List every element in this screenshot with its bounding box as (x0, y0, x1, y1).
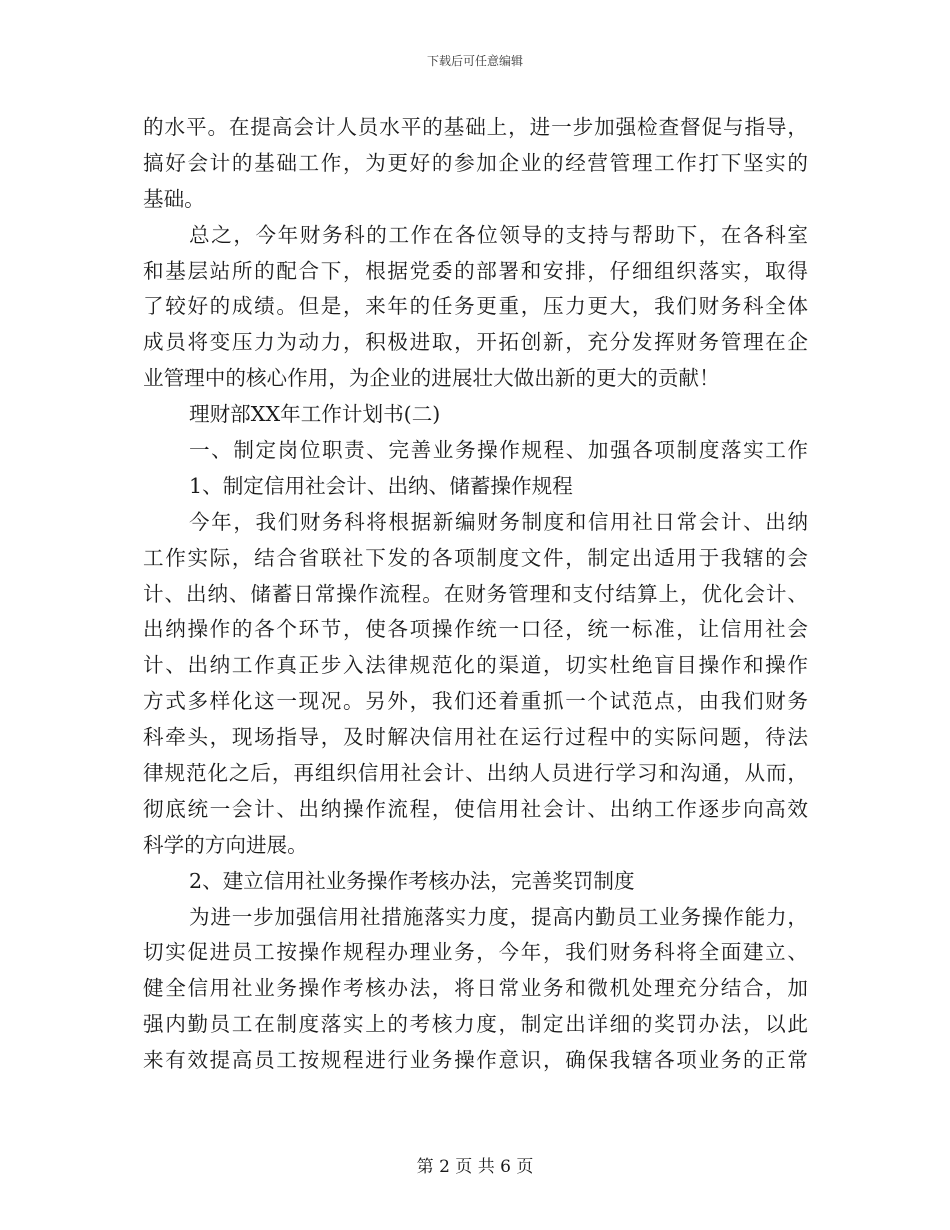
text-line: 搞好会计的基础工作，为更好的参加企业的经营管理工作打下坚实的 (143, 150, 808, 175)
text-line: 彻底统一会计、出纳操作流程，使信用社会计、出纳工作逐步向高效 (143, 796, 808, 821)
text-line: 方式多样化这一现况。另外，我们还着重抓一个试范点，由我们财务 (143, 689, 808, 714)
text-line: 的水平。在提高会计人员水平的基础上，进一步加强检查督促与指导， (143, 115, 808, 139)
text-line: 和基层站所的配合下，根据党委的部署和安排，仔细组织落实，取得 (143, 258, 808, 283)
text-line: 科学的方向进展。 (143, 832, 308, 857)
text-line: 了较好的成绩。但是，来年的任务更重，压力更大，我们财务科全体 (143, 294, 808, 319)
text-line: 律规范化之后，再组织信用社会计、出纳人员进行学习和沟通，从而， (143, 761, 808, 786)
text-line: 理财部XX年工作计划书(二) (189, 402, 441, 427)
text-line: 为进一步加强信用社措施落实力度，提高内勤员工业务操作能力， (189, 904, 808, 929)
text-line: 切实促进员工按操作规程办理业务，今年，我们财务科将全面建立、 (143, 940, 808, 965)
page-footer: 第 2 页 共 6 页 (416, 1157, 534, 1177)
text-line: 计、出纳、储蓄日常操作流程。在财务管理和支付结算上，优化会计、 (143, 581, 808, 606)
text-line: 强内勤员工在制度落实上的考核力度，制定出详细的奖罚办法，以此 (143, 1012, 808, 1037)
document-body (143, 110, 808, 1079)
text-line: 工作实际，结合省联社下发的各项制度文件，制定出适用于我辖的会 (143, 545, 808, 570)
text-line: 一、制定岗位职责、完善业务操作规程、加强各项制度落实工作 (189, 438, 808, 463)
text-line: 健全信用社业务操作考核办法，将日常业务和微机处理充分结合，加 (143, 976, 808, 1001)
text-line: 科牵头，现场指导，及时解决信用社在运行过程中的实际问题，待法 (143, 725, 808, 750)
page-header: 下载后可任意编辑 (426, 54, 523, 68)
text-line: 1、制定信用社会计、出纳、储蓄操作规程 (189, 473, 573, 498)
text-line: 2、建立信用社业务操作考核办法，完善奖罚制度 (189, 868, 635, 893)
text-line: 基础。 (143, 186, 205, 211)
text-line: 计、出纳工作真正步入法律规范化的渠道，切实杜绝盲目操作和操作 (143, 653, 808, 678)
text-line: 出纳操作的各个环节，使各项操作统一口径，统一标准，让信用社会 (143, 617, 808, 642)
text-line: 来有效提高员工按规程进行业务操作意识，确保我辖各项业务的正常 (143, 1048, 808, 1073)
text-line: 业管理中的核心作用，为企业的进展壮大做出新的更大的贡献！ (143, 366, 720, 391)
text-line: 总之，今年财务科的工作在各位领导的支持与帮助下，在各科室 (189, 222, 808, 247)
text-line: 今年，我们财务科将根据新编财务制度和信用社日常会计、出纳 (189, 509, 808, 534)
text-line: 成员将变压力为动力，积极进取，开拓创新，充分发挥财务管理在企 (143, 330, 808, 355)
